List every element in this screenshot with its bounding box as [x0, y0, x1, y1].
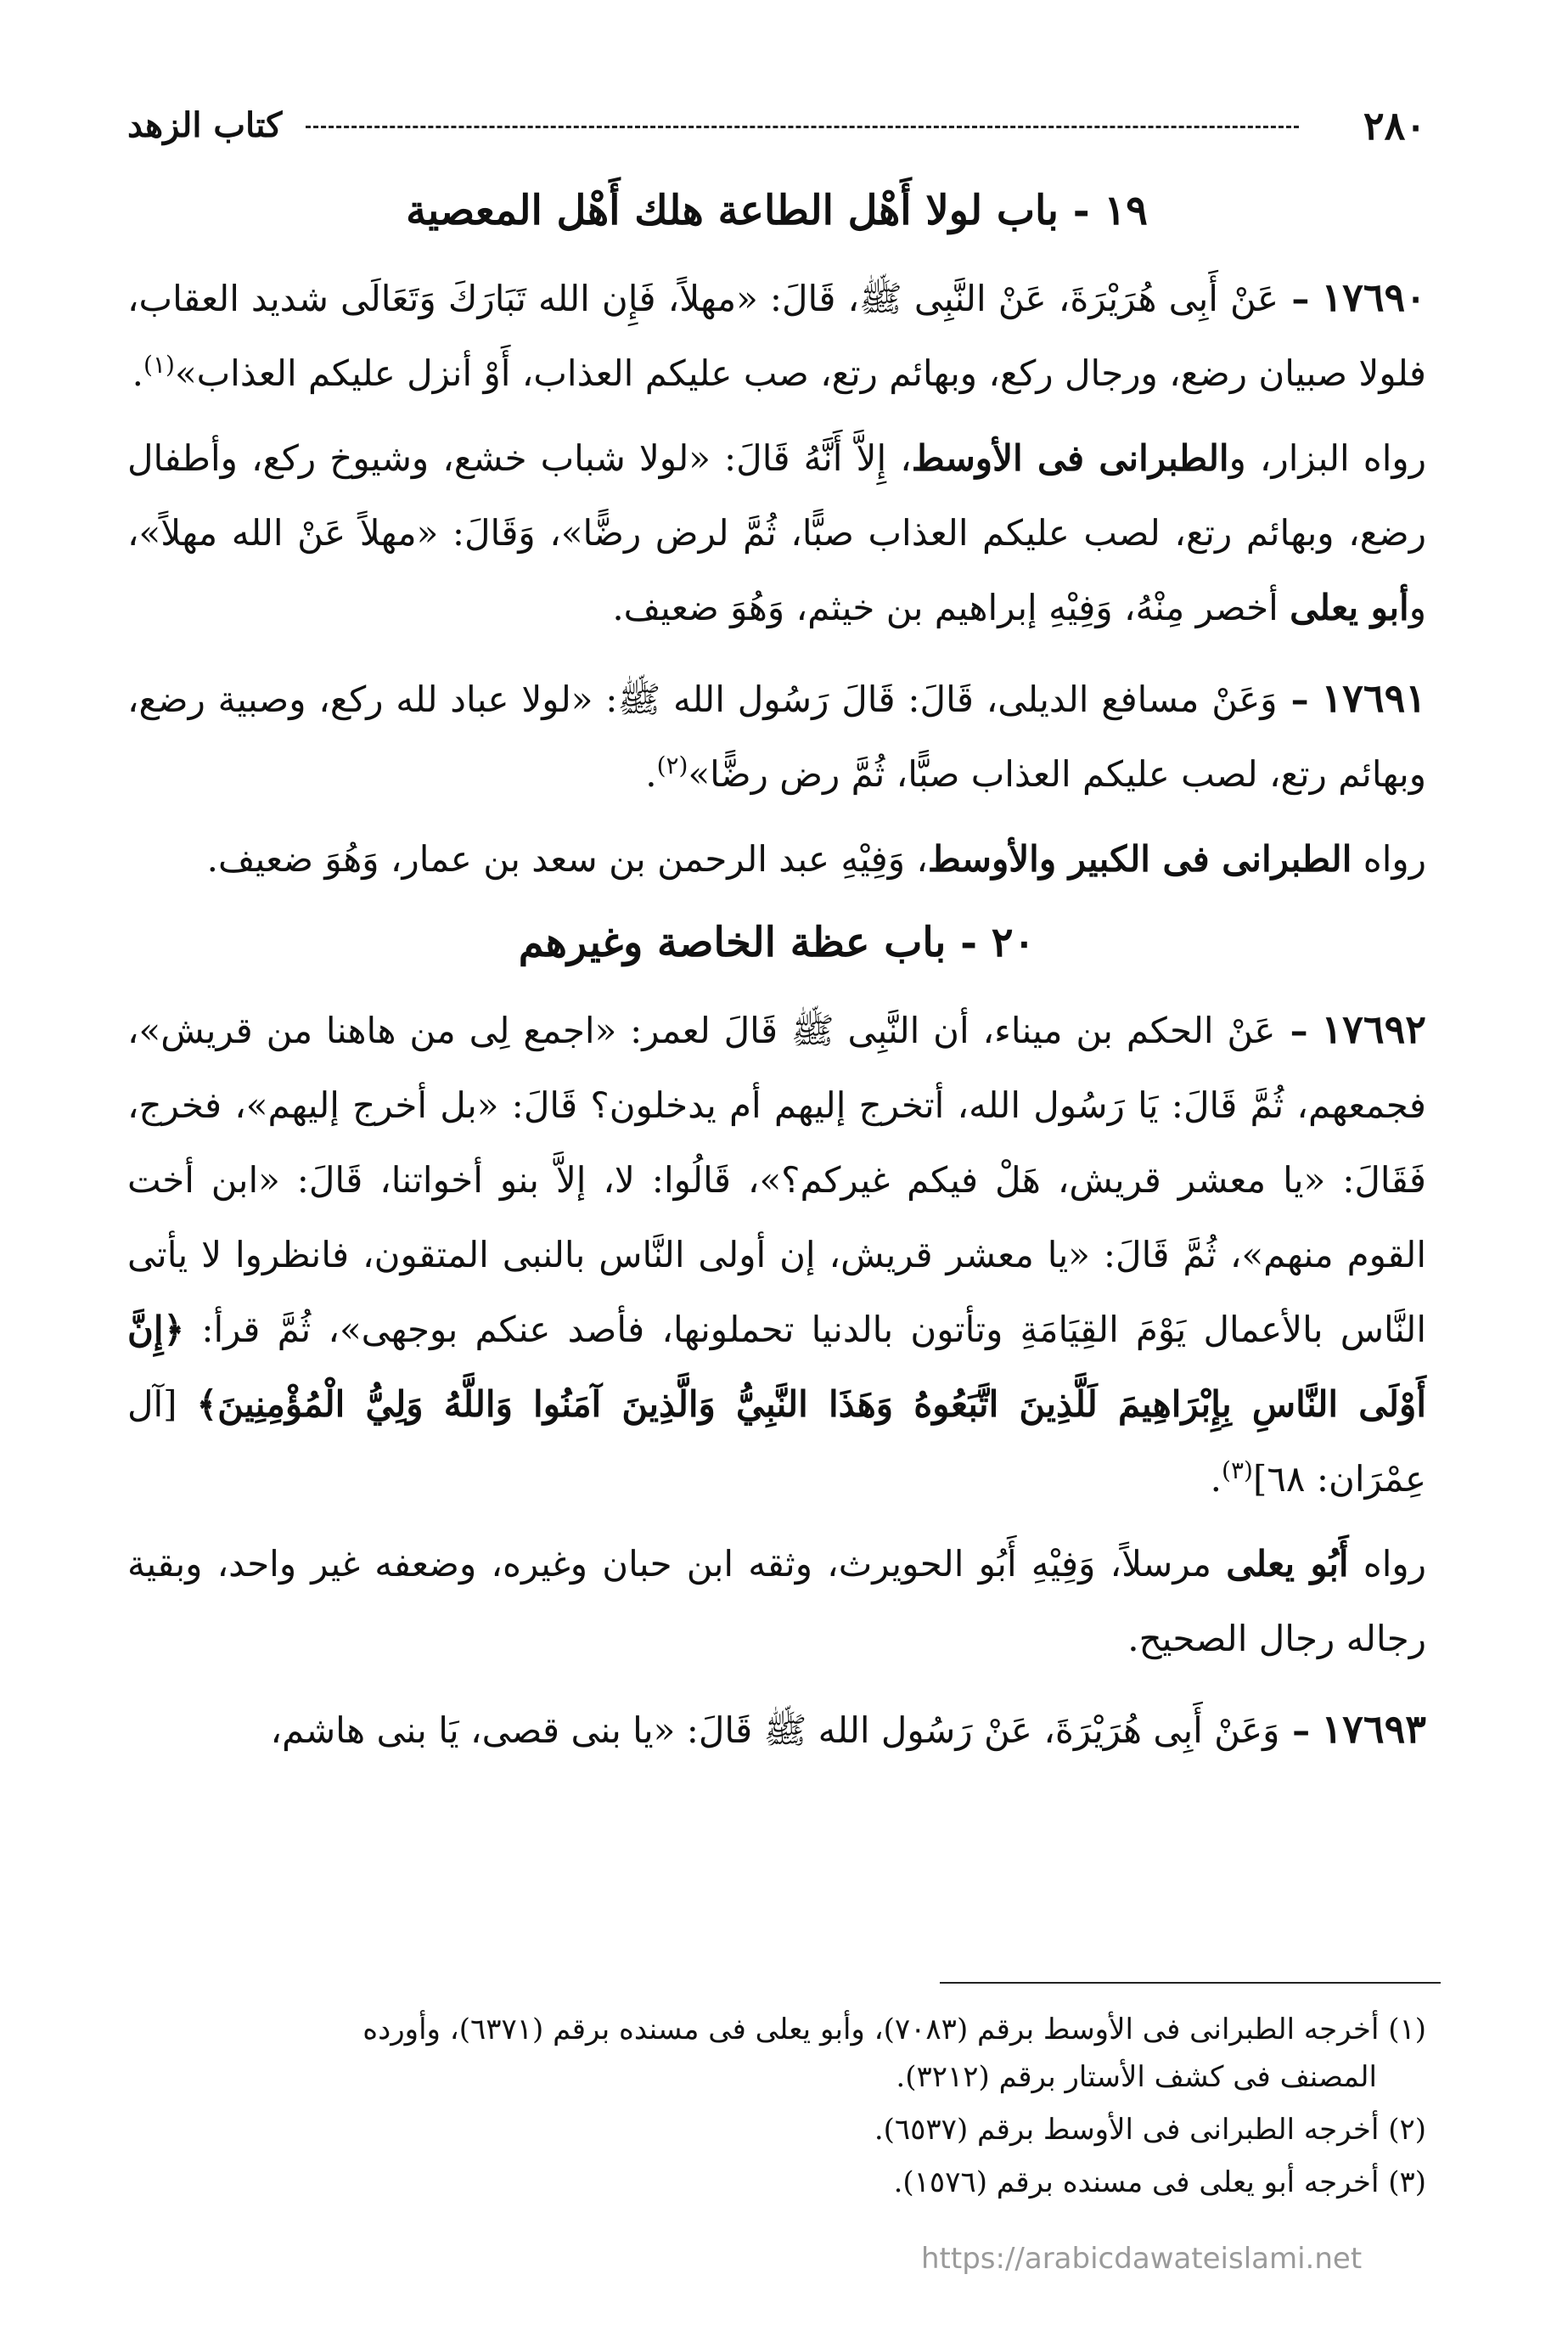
hadith-17691	[127, 661, 1426, 812]
footnote-line: المصنف فى كشف الأستار برقم (٣٢١٢).	[896, 2060, 1377, 2094]
narration-17690	[127, 421, 1426, 645]
hadith-17693	[127, 1692, 1426, 1768]
narration-source: أَبُو يعلى	[1226, 1543, 1349, 1585]
quran-verse: ﴿إِنَّ أَوْلَى النَّاسِ بِإِبْرَاهِيمَ لَلَّذِينَ اتَّبَعُوهُ وَهَذَا النَّبِيُّ وَالَّذِينَ آمَنُوا وَاللَّهُ وَلِيُّ الْمُؤْمِنِينَ﴾	[127, 1309, 1426, 1425]
narration-source: الطبرانى فى الكبير والأوسط	[927, 838, 1352, 880]
header-rule	[306, 126, 1299, 128]
dash: –	[1277, 678, 1309, 720]
hadith-text: وَعَنْ أَبِى هُرَيْرَةَ، عَنْ رَسُول الله ﷺ قَالَ: «يا بنى قصى، يَا بنى هاشم،	[270, 1709, 1280, 1751]
page-number: ٢٨٠	[1363, 103, 1426, 149]
hadith-text: وَعَنْ مسافع الديلى، قَالَ: قَالَ رَسُول الله ﷺ: «لولا عباد لله ركع، وصبية رضع، وبهائم رتع، لصب عليكم العذاب صبًّا، ثُمَّ رض رضًّا»	[127, 678, 1426, 795]
narration-text-2: أخصر مِنْهُ، وَفِيْهِ إبراهيم بن خيثم، وَهُوَ ضعيف.	[612, 587, 1290, 628]
footnotes	[127, 2006, 1426, 2211]
chapter-heading-19: ١٩ - باب لولا أَهْل الطاعة هلك أَهْل المعصية	[406, 187, 1148, 234]
footnote-marker[interactable]: (٢)	[656, 752, 688, 780]
narration-17692	[127, 1527, 1426, 1676]
chapter-heading-20: ٢٠ - باب عظة الخاصة وغيرهم	[518, 919, 1036, 966]
narration-source-2: أبو يعلى	[1290, 587, 1409, 628]
hadith-text: عَنْ أَبِى هُرَيْرَةَ، عَنْ النَّبِى ﷺ، قَالَ: «مهلاً، فَإِن الله تَبَارَكَ وَتَعَالَى شديد العقاب، فلولا صبيان رضع، ورجال ركع، وبهائم رتع، صب عليكم العذاب، أَوْ أنزل عليكم العذاب»	[127, 278, 1426, 394]
dash: –	[1279, 278, 1310, 319]
narration-prefix: رواه	[1352, 838, 1426, 880]
period: .	[132, 352, 144, 394]
narration-17691	[127, 822, 1426, 897]
hadith-number: ١٧٦٩٠	[1321, 274, 1426, 320]
dash: –	[1275, 1010, 1308, 1051]
footnote-line: (٣) أخرجه أبو يعلى فى مسنده برقم (١٥٧٦).	[893, 2165, 1426, 2199]
narration-prefix: رواه	[1348, 1543, 1426, 1585]
hadith-number: ١٧٦٩٣	[1321, 1706, 1426, 1752]
hadith-number: ١٧٦٩١	[1321, 675, 1426, 721]
verse-citation: [آل عِمْرَان: ٦٨]	[127, 1383, 1426, 1500]
main-text	[127, 180, 1426, 1778]
book-title: كتاب الزهد	[127, 105, 283, 145]
period: .	[1210, 1458, 1222, 1500]
watermark-url: https://arabicdawateislami.net	[921, 2242, 1363, 2276]
narration-text: مرسلاً، وَفِيْهِ أَبُو الحويرث، وثقه ابن حبان وغيره، وضعفه غير واحد، وبقية رجاله رجال الصحيح.	[127, 1543, 1426, 1659]
hadith-17692	[127, 992, 1426, 1517]
footnote-line: (١) أخرجه الطبرانى فى الأوسط برقم (٧٠٨٣)، وأبو يعلى فى مسنده برقم (٦٣٧١)، وأورده	[362, 2013, 1426, 2046]
period: .	[645, 753, 657, 795]
narration-source: الطبرانى فى الأوسط	[911, 437, 1229, 479]
hadith-17690	[127, 260, 1426, 411]
running-header	[127, 100, 1426, 151]
footnote-rule	[940, 1982, 1441, 1984]
footnote-line: (٢) أخرجه الطبرانى فى الأوسط برقم (٦٥٣٧).	[874, 2113, 1426, 2147]
footnote-marker[interactable]: (٣)	[1222, 1456, 1253, 1484]
narration-text: ، إِلاَّ أَنَّهُ قَالَ: «لولا شباب خشع، وشيوخ ركع، وأطفال رضع، وبهائم رتع، لصب عليكم العذاب صبًّا، ثُمَّ لرض رضًّا»، وَقَالَ: «مهلاً عَنْ الله مهلاً»، و	[127, 437, 1426, 628]
hadith-number: ١٧٦٩٢	[1321, 1006, 1427, 1052]
footnote-marker[interactable]: (١)	[143, 351, 175, 379]
narration-text: ، وَفِيْهِ عبد الرحمن بن سعد بن عمار، وَهُوَ ضعيف.	[206, 838, 928, 880]
hadith-text: عَنْ الحكم بن ميناء، أن النَّبِى ﷺ قَالَ لعمر: «اجمع لِى من هاهنا من قريش»، فجمعهم، ثُمَّ قَالَ: يَا رَسُول الله، أتخرج إليهم أم يدخلون؟ قَالَ: «بل أخرج إليهم»، فخرج، فَقَالَ: «يا معشر قريش، هَلْ فيكم غيركم؟»، قَالُوا: لا، إلاَّ بنو أخواتنا، قَالَ: «ابن أخت القوم منهم»، ثُمَّ قَالَ: «يا معشر قريش، إن أولى النَّاس بالنبى المتقون، فانظروا لا يأتى النَّاس بالأعمال يَوْمَ القِيَامَةِ وتأتون بالدنيا تحملونها، فأصد عنكم بوجهى»، ثُمَّ قرأ:	[127, 1010, 1426, 1350]
footnote-1	[127, 2006, 1426, 2101]
footnote-3	[127, 2159, 1426, 2206]
narration-prefix: رواه البزار، و	[1228, 437, 1426, 479]
footnote-2	[127, 2106, 1426, 2153]
dash: –	[1279, 1709, 1311, 1751]
